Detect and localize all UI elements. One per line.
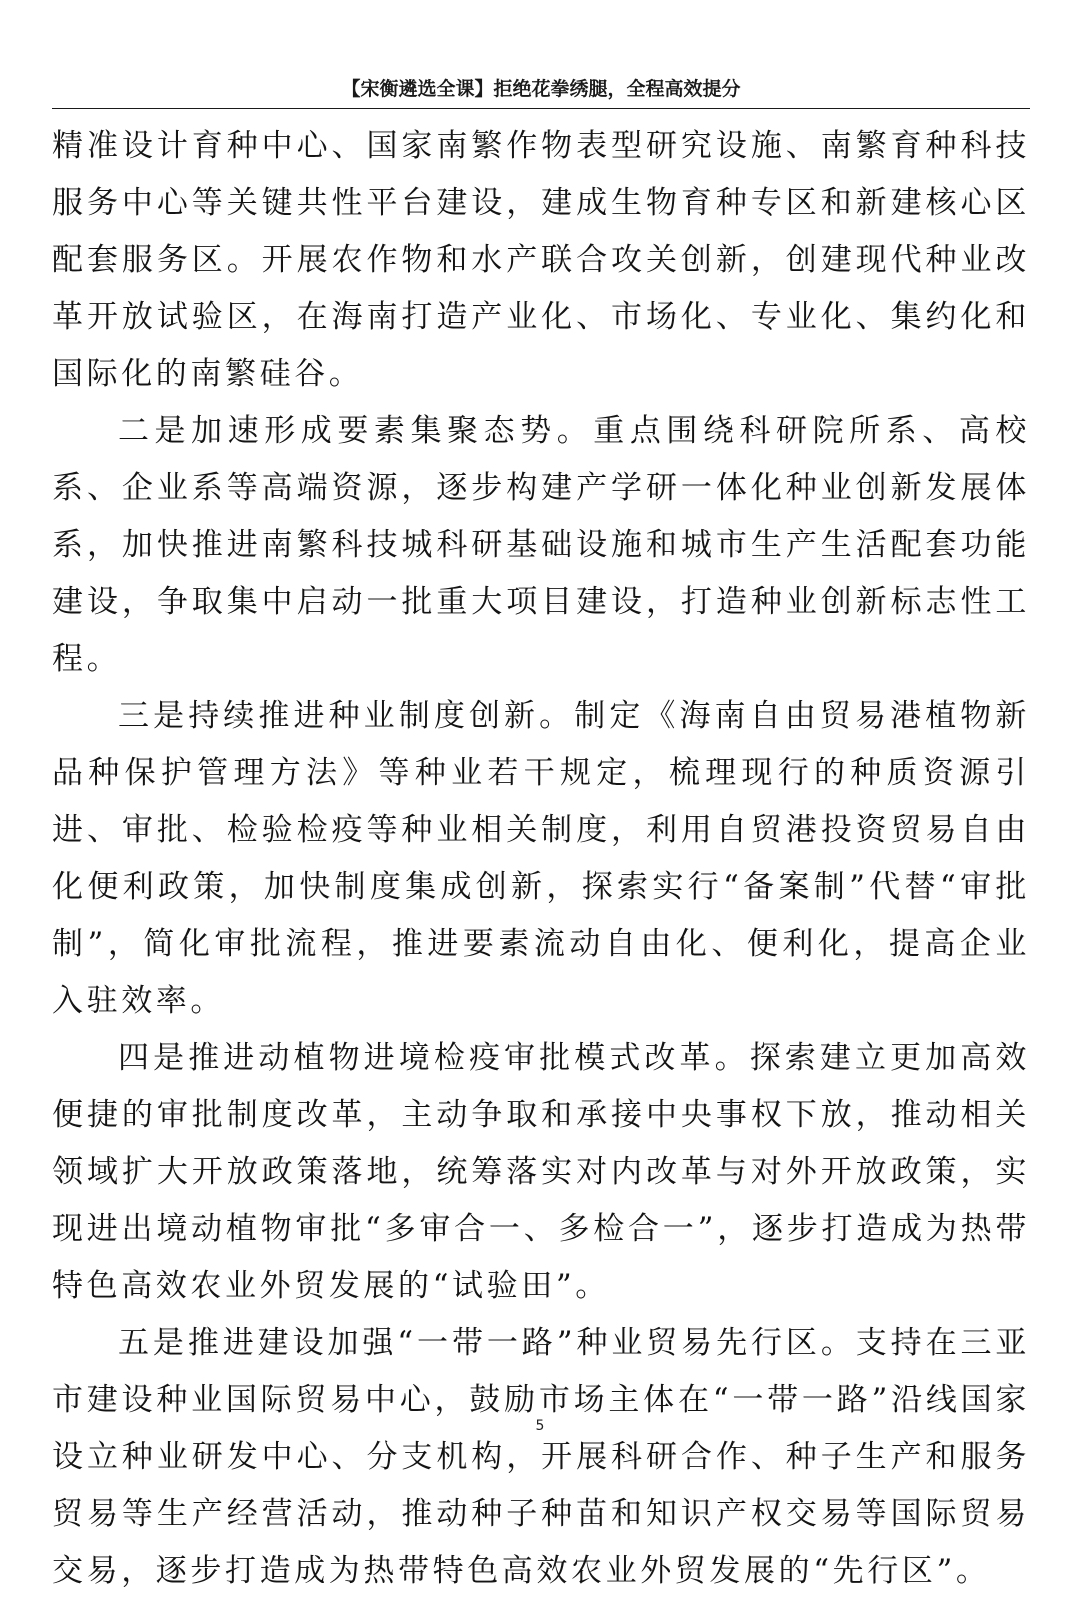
- paragraph-continuation: 精准设计育种中心、国家南繁作物表型研究设施、南繁育种科技服务中心等关键共性平台建设，建成生物育种专区和新建核心区配套服务区。开展农作物和水产联合攻关创新，创建现代种业改革开放试验区，在海南打造产业化、市场化、专业化、集约化和国际化的南繁硅谷。: [52, 128, 1030, 392]
- paragraph-three: 三是持续推进种业制度创新。制定《海南自由贸易港植物新品种保护管理方法》等种业若干规定，梳理现行的种质资源引进、审批、检验检疫等种业相关制度，利用自贸港投资贸易自由化便利政策，加快制度集成创新，探索实行“备案制”代替“审批制”，简化审批流程，推进要素流动自由化、便利化，提高企业入驻效率。: [52, 698, 1030, 1019]
- paragraph-five: 五是推进建设加强“一带一路”种业贸易先行区。支持在三亚市建设种业国际贸易中心，鼓励市场主体在“一带一路”沿线国家设立种业研发中心、分支机构，开展科研合作、种子生产和服务贸易等生产经营活动，推动种子种苗和知识产权交易等国际贸易交易，逐步打造成为热带特色高效农业外贸发展的“先行区”。: [52, 1325, 1030, 1589]
- paragraph-two: 二是加速形成要素集聚态势。重点围绕科研院所系、高校系、企业系等高端资源，逐步构建产学研一体化种业创新发展体系，加快推进南繁科技城科研基础设施和城市生产生活配套功能建设，争取集中启动一批重大项目建设，打造种业创新标志性工程。: [52, 413, 1030, 677]
- page-number: 5: [535, 1418, 545, 1434]
- page-header: 【宋衡遴选全课】拒绝花拳绣腿，全程高效提分: [52, 74, 1030, 109]
- paragraph-four: 四是推进动植物进境检疫审批模式改革。探索建立更加高效便捷的审批制度改革，主动争取和承接中央事权下放，推动相关领域扩大开放政策落地，统筹落实对内改革与对外开放政策，实现进出境动植物审批“多审合一、多检合一”，逐步打造成为热带特色高效农业外贸发展的“试验田”。: [52, 1040, 1030, 1304]
- body-text: [52, 118, 1030, 1600]
